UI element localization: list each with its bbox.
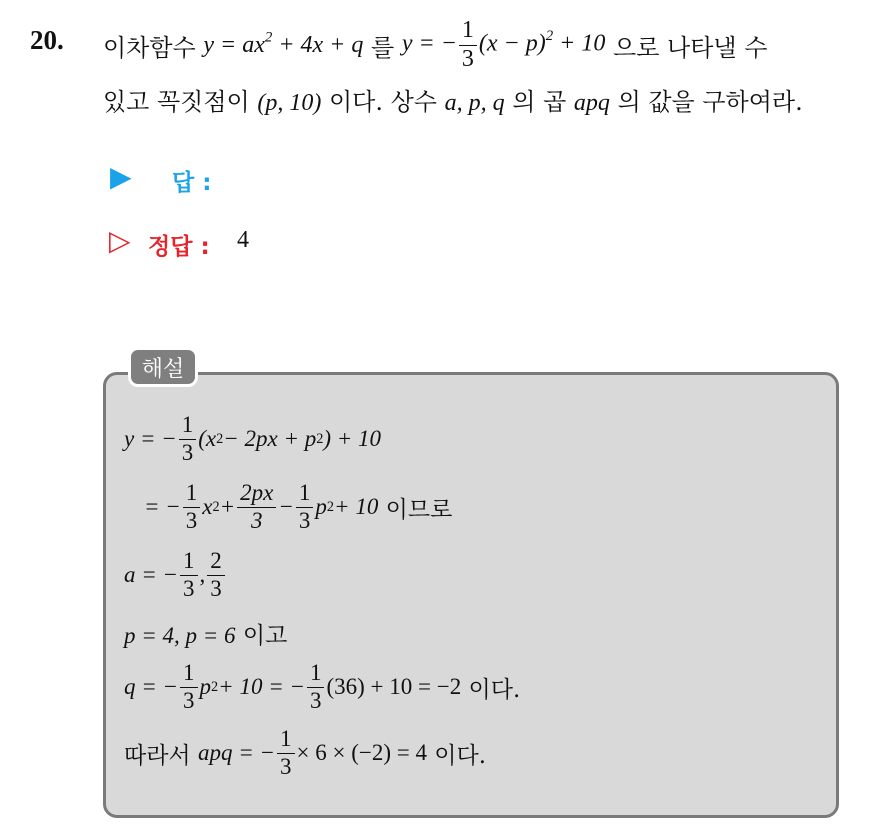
correct-answer-label: 정답 : [148, 234, 210, 260]
explanation-badge: 해설 [128, 347, 198, 387]
vertex-expression: (p, 10) [257, 90, 322, 116]
question-text: 를 [371, 33, 395, 62]
outline-triangle-icon: ▷ [109, 224, 131, 257]
question-text: 이차함수 [103, 33, 196, 62]
solution-line-4: p = 4, p = 6 이고 [124, 623, 288, 649]
constants-expression: a, p, q [444, 90, 505, 116]
question-text: 의 값을 구하여라. [617, 88, 803, 116]
answer-label: 답 : [172, 170, 212, 196]
solution-line-5: q = − $\frac{1}{3}$ p 2 + 10 = − $\frac{1}{3}$ (36) + 10 = −2 이다. [124, 660, 521, 713]
question-text: 으로 나타낼 수 [613, 33, 768, 62]
question-line-1 [103, 16, 768, 72]
product-expression: apq [573, 90, 610, 116]
math-expression: $y = ax^2 + 4x + q$ [203, 29, 364, 58]
question-text: 있고 꼭짓점이 [103, 88, 250, 116]
question-line-2 [103, 82, 803, 117]
math-expression: y = − $\frac{1}{3}$ $(x - p)^2 + 10$ [401, 16, 606, 72]
solution-line-2: = − $\frac{1}{3}$ x 2 + $\frac{2px}{3}$ − $\frac{1}{3}$ p 2 + 10 이므로 [144, 480, 453, 533]
question-text: 이다. 상수 [329, 88, 437, 116]
correct-answer-value: 4 [237, 227, 249, 253]
solution-line-6: 따라서 apq = − $\frac{1}{3}$ × 6 × (−2) = 4 이다. [124, 726, 487, 779]
solution-line-1: y = − $\frac{1}{3}$ (x 2 − 2px + p 2 ) + 10 [124, 412, 382, 465]
play-triangle-icon: ▶ [110, 160, 132, 193]
question-text: 의 곱 [512, 88, 567, 116]
question-number: 20. [30, 25, 64, 55]
solution-line-3: a = − $\frac{1}{3}$ , $\frac{2}{3}$ [124, 546, 227, 604]
